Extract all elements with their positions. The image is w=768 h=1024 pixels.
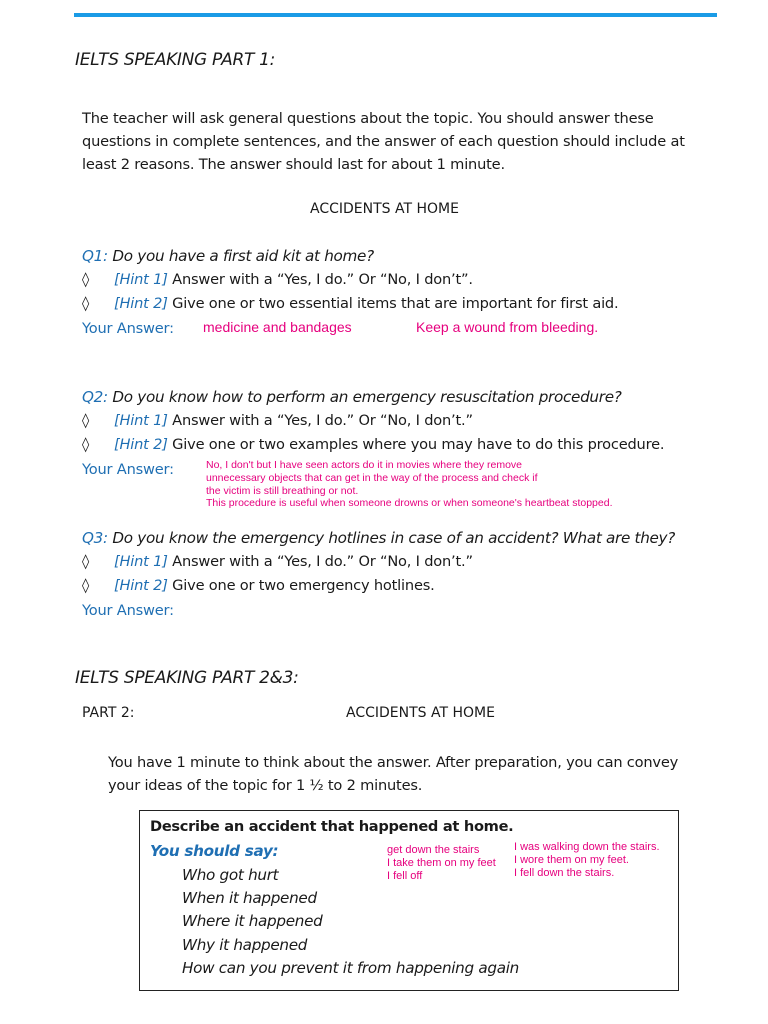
answer-line: This procedure is useful when someone drowns or when someone's heartbeat stopped. (206, 497, 613, 509)
answer-label: Your Answer: (82, 320, 174, 337)
hint-row (82, 553, 473, 570)
note-line: I take them on my feet (387, 857, 496, 869)
hint-text: Answer with a “Yes, I do.” Or “No, I don’t”. (172, 271, 473, 288)
hint-tag: [Hint 1] (114, 553, 168, 570)
diamond-icon: ◊ (82, 412, 90, 429)
question-1 (82, 247, 374, 265)
note-line: I fell off (387, 870, 423, 882)
answer-line: No, I don't but I have seen actors do it in movies where they remove (206, 459, 522, 471)
diamond-icon: ◊ (82, 436, 90, 453)
cue-item: How can you prevent it from happening again (182, 959, 519, 977)
diamond-icon: ◊ (82, 271, 90, 288)
answer-line: the victim is still breathing or not. (206, 485, 359, 497)
question-label: Q1: (82, 247, 108, 265)
diamond-icon: ◊ (82, 553, 90, 570)
hint-row (82, 577, 435, 594)
hint-text: Give one or two examples where you may have to do this procedure. (172, 436, 665, 453)
answer-label: Your Answer: (82, 461, 174, 478)
question-label: Q3: (82, 529, 108, 547)
cue-item: Why it happened (182, 936, 308, 954)
should-say-label: You should say: (150, 842, 279, 860)
part1-topic: ACCIDENTS AT HOME (310, 201, 459, 217)
answer-line: unnecessary objects that can get in the way of the process and check if (206, 472, 538, 484)
diamond-icon: ◊ (82, 295, 90, 312)
question-text: Do you know the emergency hotlines in case of an accident? What are they? (112, 529, 676, 547)
part1-heading: IELTS SPEAKING PART 1: (75, 50, 276, 70)
hint-tag: [Hint 1] (114, 412, 168, 429)
cue-item: When it happened (182, 889, 317, 907)
diamond-icon: ◊ (82, 577, 90, 594)
question-text: Do you have a first aid kit at home? (112, 247, 374, 265)
hint-row (82, 436, 664, 453)
note-line: I fell down the stairs. (514, 867, 615, 879)
instruction-line-2: your ideas of the topic for 1 ½ to 2 minutes. (108, 777, 423, 794)
question-text: Do you know how to perform an emergency resuscitation procedure? (112, 388, 622, 406)
hint-text: Answer with a “Yes, I do.” Or “No, I don’t.” (172, 412, 473, 429)
question-3 (82, 529, 675, 547)
answer-label: Your Answer: (82, 602, 174, 619)
hint-row (82, 271, 473, 288)
instruction-line-1: You have 1 minute to think about the answer. After preparation, you can convey (108, 754, 679, 771)
cue-card-title: Describe an accident that happened at home. (150, 818, 514, 835)
hint-row (82, 295, 618, 312)
note-line: get down the stairs (387, 844, 480, 856)
hint-tag: [Hint 1] (114, 271, 168, 288)
hint-text: Give one or two emergency hotlines. (172, 577, 435, 594)
cue-item: Who got hurt (182, 866, 279, 884)
hint-text: Give one or two essential items that are important for first aid. (172, 295, 619, 312)
hint-row (82, 412, 473, 429)
answer-text: medicine and bandages (203, 319, 352, 335)
top-rule (74, 13, 717, 17)
note-line: I was walking down the stairs. (514, 841, 660, 853)
note-line: I wore them on my feet. (514, 854, 629, 866)
hint-tag: [Hint 2] (114, 436, 168, 453)
part2-topic: ACCIDENTS AT HOME (346, 705, 495, 721)
question-label: Q2: (82, 388, 108, 406)
intro-line-3: least 2 reasons. The answer should last for about 1 minute. (82, 156, 505, 173)
hint-tag: [Hint 2] (114, 577, 168, 594)
answer-text: Keep a wound from bleeding. (416, 319, 599, 335)
hint-text: Answer with a “Yes, I do.” Or “No, I don’t.” (172, 553, 473, 570)
cue-item: Where it happened (182, 912, 323, 930)
hint-tag: [Hint 2] (114, 295, 168, 312)
part2-label: PART 2: (82, 705, 135, 721)
part23-heading: IELTS SPEAKING PART 2&3: (75, 668, 299, 688)
intro-line-2: questions in complete sentences, and the answer of each question should include at (82, 133, 685, 150)
question-2 (82, 388, 622, 406)
intro-line-1: The teacher will ask general questions about the topic. You should answer these (82, 110, 654, 127)
